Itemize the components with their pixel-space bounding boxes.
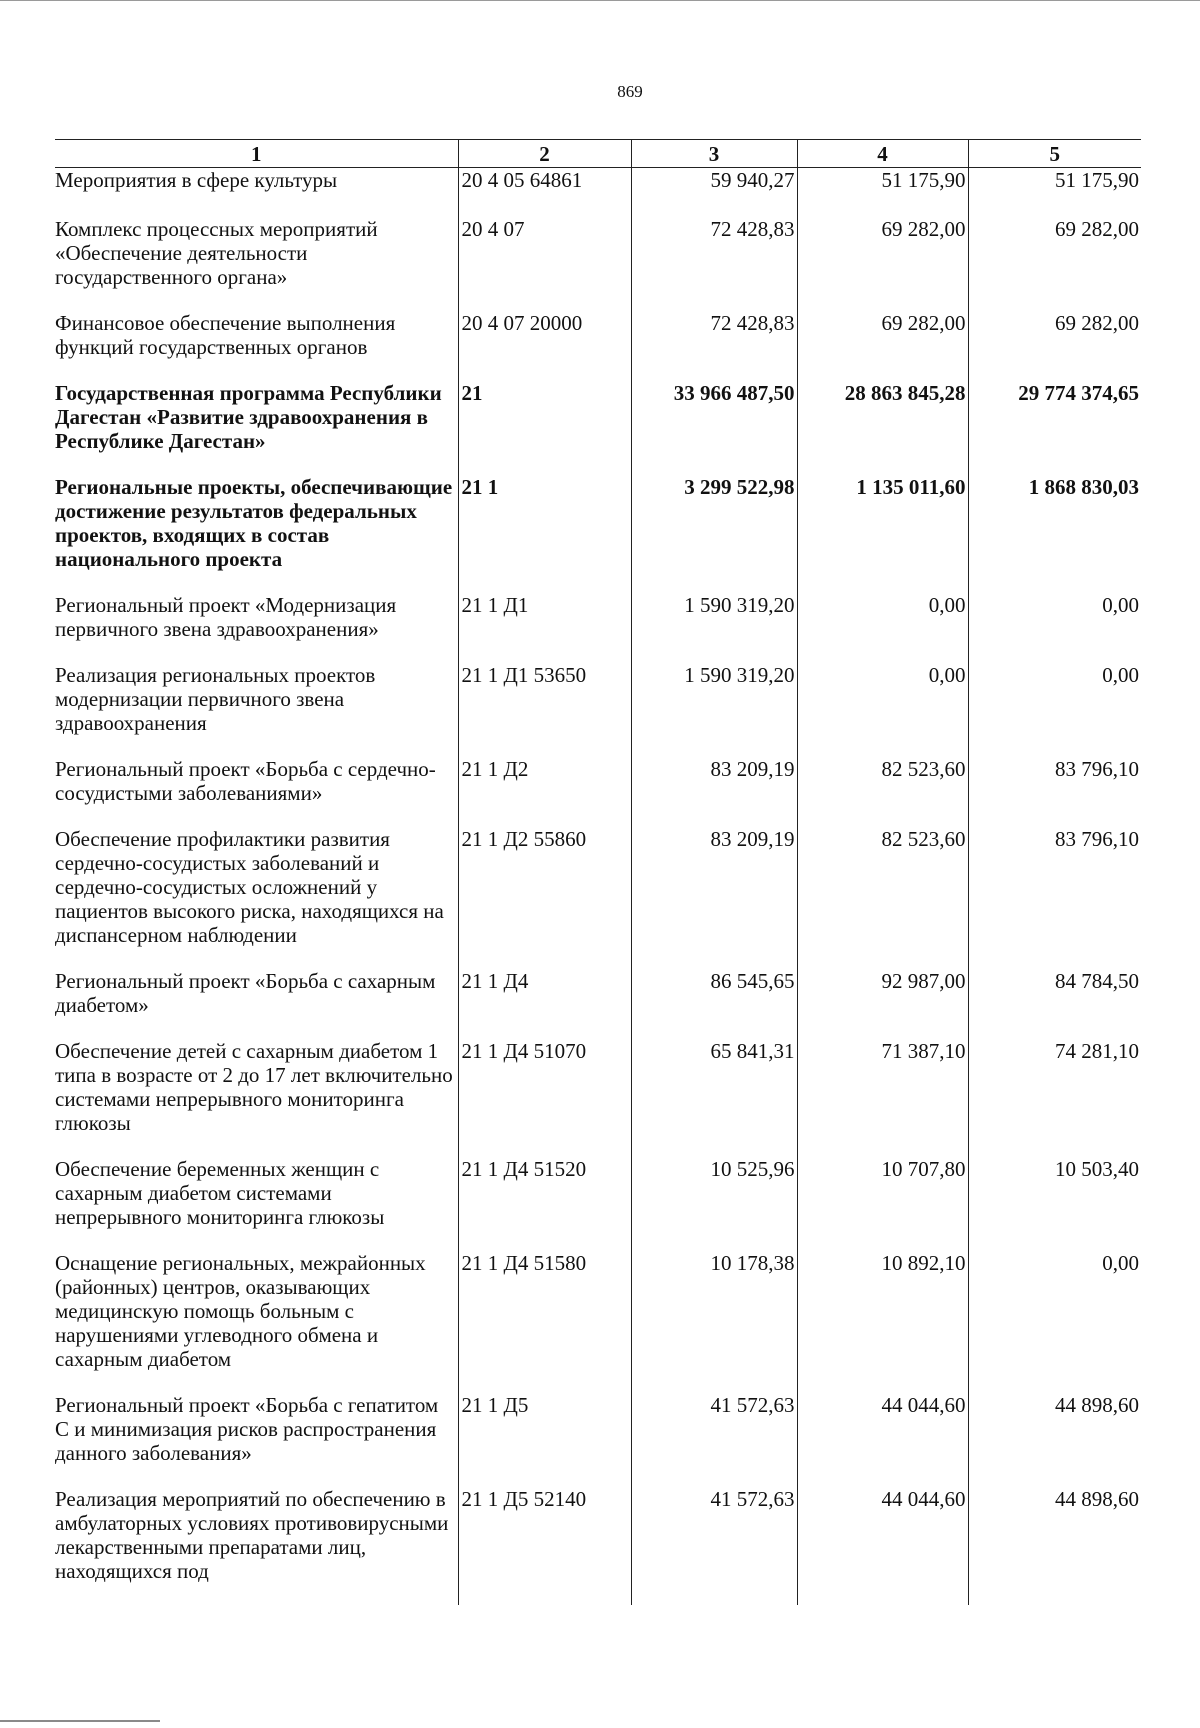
table-row: [55, 1157, 1141, 1251]
table-row: [55, 1251, 1141, 1393]
row-col3-value: 83 209,19: [631, 827, 797, 969]
row-name-cell: Региональные проекты, обеспечивающие достижение результатов федеральных проектов, входящих в состав национального проекта: [55, 475, 453, 571]
row-code-cell: 21 1 Д4 51070: [458, 1039, 631, 1157]
row-col4-value: 0,00: [797, 593, 968, 663]
table-row: [55, 593, 1141, 663]
row-col4-value: 82 523,60: [797, 757, 968, 827]
table-row: [55, 757, 1141, 827]
row-code-cell: 21 1: [458, 475, 631, 593]
row-col4-value: 51 175,90: [797, 168, 968, 215]
table-row: [55, 1393, 1141, 1487]
row-col4-value: 28 863 845,28: [797, 381, 968, 475]
header-col-2: 2: [458, 140, 631, 168]
row-name-cell: Региональный проект «Модернизация первичного звена здравоохранения»: [55, 593, 397, 641]
row-code-cell: 21: [458, 381, 631, 475]
row-code-cell: 21 1 Д1: [458, 593, 631, 663]
row-col5-value: 69 282,00: [968, 311, 1141, 381]
row-col5-value: 1 868 830,03: [968, 475, 1141, 593]
page-number: 869: [617, 82, 643, 101]
table-row: [55, 311, 1141, 381]
row-col4-value: 69 282,00: [797, 311, 968, 381]
row-col3-value: 33 966 487,50: [631, 381, 797, 475]
row-code-cell: 21 1 Д5: [458, 1393, 631, 1487]
table-row: [55, 663, 1141, 757]
row-name-cell: Региональный проект «Борьба с гепатитом С и минимизация рисков распространения данного заболевания»: [55, 1393, 439, 1465]
table-row: [55, 475, 1141, 593]
row-code-cell: 21 1 Д2: [458, 757, 631, 827]
row-col3-value: 72 428,83: [631, 311, 797, 381]
row-name-cell: Региональный проект «Борьба с сахарным диабетом»: [55, 969, 436, 1017]
row-code-cell: 21 1 Д1 53650: [458, 663, 631, 757]
row-col3-value: 10 178,38: [631, 1251, 797, 1393]
table-row: [55, 827, 1141, 969]
row-code-cell: 21 1 Д5 52140: [458, 1487, 631, 1605]
row-name-cell: Государственная программа Республики Дагестан «Развитие здравоохранения в Республике Дагестан»: [55, 381, 442, 453]
row-name-cell: Обеспечение беременных женщин с сахарным диабетом системами непрерывного мониторинга глюкозы: [55, 1157, 385, 1229]
table-row: [55, 381, 1141, 475]
row-col5-value: 51 175,90: [968, 168, 1141, 215]
row-col3-value: 83 209,19: [631, 757, 797, 827]
row-col4-value: 71 387,10: [797, 1039, 968, 1157]
budget-table: [55, 139, 1141, 1605]
row-col3-value: 86 545,65: [631, 969, 797, 1039]
table-row: [55, 969, 1141, 1039]
row-name-cell: Оснащение региональных, межрайонных (районных) центров, оказывающих медицинскую помощь больным с нарушениями углеводного обмена и сахарным диабетом: [55, 1251, 426, 1371]
row-col3-value: 65 841,31: [631, 1039, 797, 1157]
row-col3-value: 10 525,96: [631, 1157, 797, 1251]
row-name-cell: Региональный проект «Борьба с сердечно-сосудистыми заболеваниями»: [55, 757, 436, 805]
header-col-5: 5: [968, 140, 1141, 168]
row-code-cell: 20 4 07 20000: [458, 311, 631, 381]
header-col-3: 3: [631, 140, 797, 168]
table-row: [55, 168, 1141, 215]
row-code-cell: 21 1 Д2 55860: [458, 827, 631, 969]
row-name-cell: Мероприятия в сфере культуры: [55, 168, 338, 192]
row-name-cell: Обеспечение профилактики развития сердечно-сосудистых заболеваний и сердечно-сосудистых осложнений у пациентов высокого риска, находящихся на диспансерном наблюдении: [55, 827, 444, 947]
row-col4-value: 10 892,10: [797, 1251, 968, 1393]
row-code-cell: 21 1 Д4 51520: [458, 1157, 631, 1251]
row-col4-value: 10 707,80: [797, 1157, 968, 1251]
header-row: [55, 140, 1141, 168]
table-row: [55, 214, 1141, 311]
row-col3-value: 41 572,63: [631, 1393, 797, 1487]
header-col-1: 1: [55, 140, 458, 168]
row-col4-value: 44 044,60: [797, 1487, 968, 1605]
row-code-cell: 20 4 05 64861: [458, 168, 631, 215]
row-code-cell: 21 1 Д4 51580: [458, 1251, 631, 1393]
table-body: [55, 168, 1141, 1606]
row-col5-value: 0,00: [968, 663, 1141, 757]
row-name-cell: Реализация мероприятий по обеспечению в амбулаторных условиях противовирусными лекарственными препаратами лиц, находящихся под: [55, 1487, 449, 1583]
row-col4-value: 82 523,60: [797, 827, 968, 969]
row-col3-value: 41 572,63: [631, 1487, 797, 1605]
row-col3-value: 59 940,27: [631, 168, 797, 215]
row-name-cell: Реализация региональных проектов модернизации первичного звена здравоохранения: [55, 663, 376, 735]
row-col5-value: 84 784,50: [968, 969, 1141, 1039]
row-col5-value: 74 281,10: [968, 1039, 1141, 1157]
row-code-cell: 20 4 07: [458, 214, 631, 311]
table-row: [55, 1039, 1141, 1157]
scan-edge-top: [0, 0, 1200, 1]
row-name-cell: Комплекс процессных мероприятий «Обеспечение деятельности государственного органа»: [55, 217, 378, 289]
row-col4-value: 0,00: [797, 663, 968, 757]
row-col5-value: 0,00: [968, 593, 1141, 663]
row-col4-value: 44 044,60: [797, 1393, 968, 1487]
row-col4-value: 92 987,00: [797, 969, 968, 1039]
scan-edge-bottom: [0, 1720, 160, 1722]
row-code-cell: 21 1 Д4: [458, 969, 631, 1039]
row-col3-value: 3 299 522,98: [631, 475, 797, 593]
row-col5-value: 44 898,60: [968, 1487, 1141, 1605]
row-col5-value: 29 774 374,65: [968, 381, 1141, 475]
row-col5-value: 83 796,10: [968, 757, 1141, 827]
row-col3-value: 1 590 319,20: [631, 593, 797, 663]
row-name-cell: Финансовое обеспечение выполнения функций государственных органов: [55, 311, 396, 359]
row-col5-value: 44 898,60: [968, 1393, 1141, 1487]
row-col3-value: 1 590 319,20: [631, 663, 797, 757]
row-col5-value: 10 503,40: [968, 1157, 1141, 1251]
header-col-4: 4: [797, 140, 968, 168]
row-col4-value: 69 282,00: [797, 214, 968, 311]
row-col5-value: 69 282,00: [968, 214, 1141, 311]
row-col4-value: 1 135 011,60: [797, 475, 968, 593]
row-col3-value: 72 428,83: [631, 214, 797, 311]
row-name-cell: Обеспечение детей с сахарным диабетом 1 типа в возрасте от 2 до 17 лет включительно системами непрерывного мониторинга глюкозы: [55, 1039, 453, 1135]
row-col5-value: 83 796,10: [968, 827, 1141, 969]
row-col5-value: 0,00: [968, 1251, 1141, 1393]
table-row: [55, 1487, 1141, 1605]
